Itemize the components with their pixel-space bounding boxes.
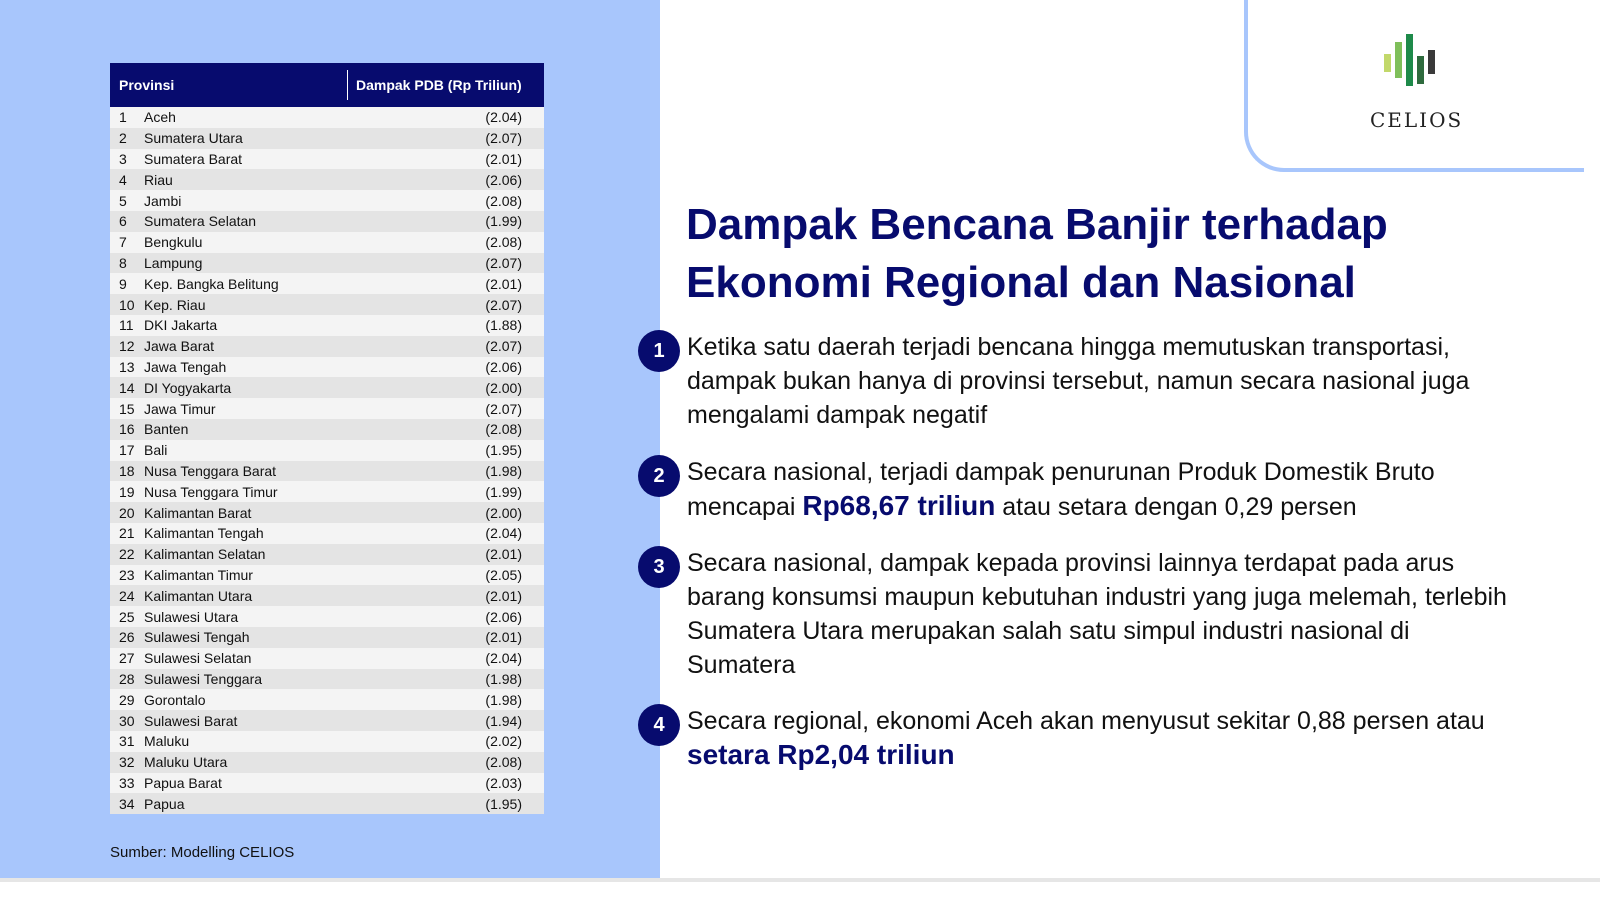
point-highlight: Rp68,67 triliun	[802, 490, 996, 521]
row-province: Gorontalo	[144, 691, 206, 708]
table-row	[110, 606, 544, 627]
row-province: Lampung	[144, 254, 203, 271]
row-number: 30	[119, 712, 135, 729]
row-province: Kalimantan Timur	[144, 566, 253, 583]
logo-bar-2-icon	[1395, 42, 1402, 78]
row-number: 25	[119, 608, 135, 625]
row-province: Sumatera Barat	[144, 150, 243, 167]
row-value: (2.06)	[485, 171, 522, 188]
point-text: Secara nasional, dampak kepada provinsi lainnya terdapat pada arus barang konsumsi maupun kebutuhan industri yang juga melemah, terlebih Sumatera Utara merupakan salah satu simpul industri nasional di Sumatera	[687, 549, 1507, 679]
row-value: (2.08)	[485, 192, 522, 209]
table-row	[110, 419, 544, 440]
row-value: (1.98)	[485, 670, 522, 687]
row-value: (2.01)	[485, 275, 522, 292]
row-value: (2.00)	[485, 379, 522, 396]
table-row	[110, 544, 544, 565]
row-value: (1.95)	[485, 442, 522, 459]
row-province: Sulawesi Tengah	[144, 629, 250, 646]
table-row	[110, 689, 544, 710]
row-value: (2.01)	[485, 150, 522, 167]
row-number: 23	[119, 566, 135, 583]
row-value: (2.07)	[485, 296, 522, 313]
row-province: Kalimantan Barat	[144, 504, 252, 521]
title-line-2: Ekonomi Regional dan Nasional	[686, 258, 1356, 307]
row-value: (2.07)	[485, 400, 522, 417]
row-province: Riau	[144, 171, 173, 188]
row-province: Papua Barat	[144, 774, 222, 791]
row-value: (1.98)	[485, 691, 522, 708]
row-number: 14	[119, 379, 135, 396]
row-province: Bali	[144, 442, 168, 459]
row-number: 34	[119, 795, 135, 812]
table-row	[110, 294, 544, 315]
point-number: 2	[638, 455, 680, 497]
row-number: 9	[119, 275, 127, 292]
point-3	[638, 546, 1538, 682]
row-number: 12	[119, 338, 135, 355]
row-value: (1.98)	[485, 462, 522, 479]
table-row	[110, 107, 544, 128]
row-number: 3	[119, 150, 127, 167]
title-line-1: Dampak Bencana Banjir terhadap	[686, 200, 1388, 249]
row-number: 2	[119, 130, 127, 147]
table-row	[110, 357, 544, 378]
point-text-post: atau setara dengan 0,29 persen	[995, 493, 1357, 521]
row-province: Papua	[144, 795, 185, 812]
row-number: 6	[119, 213, 127, 230]
table-row	[110, 440, 544, 461]
row-number: 20	[119, 504, 135, 521]
row-value: (2.08)	[485, 234, 522, 251]
table-row	[110, 128, 544, 149]
source-note: Sumber: Modelling CELIOS	[110, 844, 295, 861]
row-value: (2.01)	[485, 629, 522, 646]
row-number: 26	[119, 629, 135, 646]
point-number: 3	[638, 546, 680, 588]
table-row	[110, 773, 544, 794]
row-value: (2.00)	[485, 504, 522, 521]
point-1	[638, 330, 1538, 432]
page-title	[686, 196, 1566, 312]
row-value: (2.04)	[485, 525, 522, 542]
logo-bar-3-icon	[1406, 34, 1413, 86]
row-number: 11	[119, 317, 134, 334]
row-number: 28	[119, 670, 135, 687]
table-row	[110, 523, 544, 544]
row-number: 19	[119, 483, 135, 500]
point-text-pre: Secara nasional, terjadi dampak penurunan Produk Domestik Bruto mencapai	[687, 458, 1435, 521]
row-number: 24	[119, 587, 135, 604]
logo-bar-4-icon	[1417, 56, 1424, 84]
row-province: Kep. Riau	[144, 296, 206, 313]
point-text-pre: Secara regional, ekonomi Aceh akan menyusut sekitar 0,88 persen atau	[687, 707, 1485, 735]
row-province: Kalimantan Tengah	[144, 525, 264, 542]
row-number: 27	[119, 650, 135, 667]
row-value: (1.88)	[485, 317, 522, 334]
table-row	[110, 377, 544, 398]
table-row	[110, 461, 544, 482]
row-province: Sulawesi Barat	[144, 712, 238, 729]
table-row	[110, 398, 544, 419]
row-number: 33	[119, 774, 135, 791]
row-number: 10	[119, 296, 135, 313]
row-province: Sulawesi Utara	[144, 608, 239, 625]
row-province: Sumatera Utara	[144, 130, 243, 147]
row-province: Maluku	[144, 733, 190, 750]
table-header	[110, 63, 544, 107]
row-value: (2.07)	[485, 338, 522, 355]
row-province: Kalimantan Selatan	[144, 546, 266, 563]
point-text	[687, 704, 1507, 773]
row-number: 13	[119, 358, 135, 375]
row-number: 7	[119, 234, 127, 251]
row-province: Jambi	[144, 192, 182, 209]
row-number: 16	[119, 421, 135, 438]
row-value: (2.04)	[485, 109, 522, 126]
row-number: 21	[119, 525, 135, 542]
row-value: (1.99)	[485, 213, 522, 230]
row-province: Kep. Bangka Belitung	[144, 275, 279, 292]
row-number: 4	[119, 171, 127, 188]
table-row	[110, 502, 544, 523]
table-row	[110, 793, 544, 814]
row-province: Nusa Tenggara Timur	[144, 483, 278, 500]
table-row	[110, 585, 544, 606]
row-province: DKI Jakarta	[144, 317, 218, 334]
row-value: (2.05)	[485, 566, 522, 583]
table-row	[110, 232, 544, 253]
row-province: Jawa Tengah	[144, 358, 227, 375]
row-number: 22	[119, 546, 135, 563]
table-row	[110, 273, 544, 294]
table-row	[110, 253, 544, 274]
row-value: (2.06)	[485, 358, 522, 375]
row-number: 32	[119, 754, 135, 771]
bottom-divider	[0, 878, 1600, 882]
table-row	[110, 481, 544, 502]
row-province: Jawa Barat	[144, 338, 215, 355]
point-highlight: setara Rp2,04 triliun	[687, 739, 955, 770]
table-row	[110, 336, 544, 357]
row-province: Bengkulu	[144, 234, 203, 251]
table-row	[110, 731, 544, 752]
logo-bar-5-icon	[1428, 50, 1435, 74]
logo-text: CELIOS	[1370, 108, 1464, 132]
point-text: Ketika satu daerah terjadi bencana hingga memutuskan transportasi, dampak bukan hanya di provinsi tersebut, namun secara nasional juga mengalami dampak negatif	[687, 333, 1470, 429]
row-number: 5	[119, 192, 127, 209]
row-province: Sulawesi Selatan	[144, 650, 252, 667]
table-row	[110, 648, 544, 669]
header-value: Dampak PDB (Rp Triliun)	[347, 70, 522, 100]
point-number: 4	[638, 704, 680, 746]
table-row	[110, 190, 544, 211]
table-row	[110, 315, 544, 336]
row-number: 31	[119, 733, 135, 750]
table-row	[110, 627, 544, 648]
row-province: Banten	[144, 421, 189, 438]
row-province: Kalimantan Utara	[144, 587, 253, 604]
row-number: 8	[119, 254, 127, 271]
row-value: (2.01)	[485, 546, 522, 563]
row-value: (2.07)	[485, 130, 522, 147]
row-number: 1	[119, 109, 127, 126]
table-row	[110, 565, 544, 586]
table-row	[110, 149, 544, 170]
table-row	[110, 211, 544, 232]
row-province: Sumatera Selatan	[144, 213, 257, 230]
row-value: (1.95)	[485, 795, 522, 812]
row-value: (2.08)	[485, 421, 522, 438]
row-value: (2.08)	[485, 754, 522, 771]
row-province: Sulawesi Tenggara	[144, 670, 263, 687]
row-province: Nusa Tenggara Barat	[144, 462, 277, 479]
logo-bar-1-icon	[1384, 54, 1391, 72]
table-body	[110, 107, 544, 814]
row-province: Aceh	[144, 109, 176, 126]
row-value: (2.06)	[485, 608, 522, 625]
point-4	[638, 704, 1538, 773]
row-province: Maluku Utara	[144, 754, 228, 771]
header-province: Provinsi	[119, 77, 175, 93]
logo-frame	[1244, 0, 1584, 172]
pdb-impact-table	[110, 63, 544, 814]
point-number: 1	[638, 330, 680, 372]
table-row	[110, 669, 544, 690]
celios-bars-logo-icon	[1384, 34, 1444, 86]
row-number: 17	[119, 442, 135, 459]
row-value: (2.01)	[485, 587, 522, 604]
point-2	[638, 455, 1538, 524]
table-row	[110, 169, 544, 190]
row-number: 29	[119, 691, 135, 708]
row-number: 18	[119, 462, 135, 479]
row-value: (2.03)	[485, 774, 522, 791]
table-row	[110, 752, 544, 773]
row-province: Jawa Timur	[144, 400, 216, 417]
row-value: (2.04)	[485, 650, 522, 667]
point-text	[687, 455, 1507, 524]
row-value: (1.94)	[485, 712, 522, 729]
row-value: (1.99)	[485, 483, 522, 500]
row-number: 15	[119, 400, 135, 417]
row-province: DI Yogyakarta	[144, 379, 232, 396]
row-value: (2.07)	[485, 254, 522, 271]
table-row	[110, 710, 544, 731]
row-value: (2.02)	[485, 733, 522, 750]
